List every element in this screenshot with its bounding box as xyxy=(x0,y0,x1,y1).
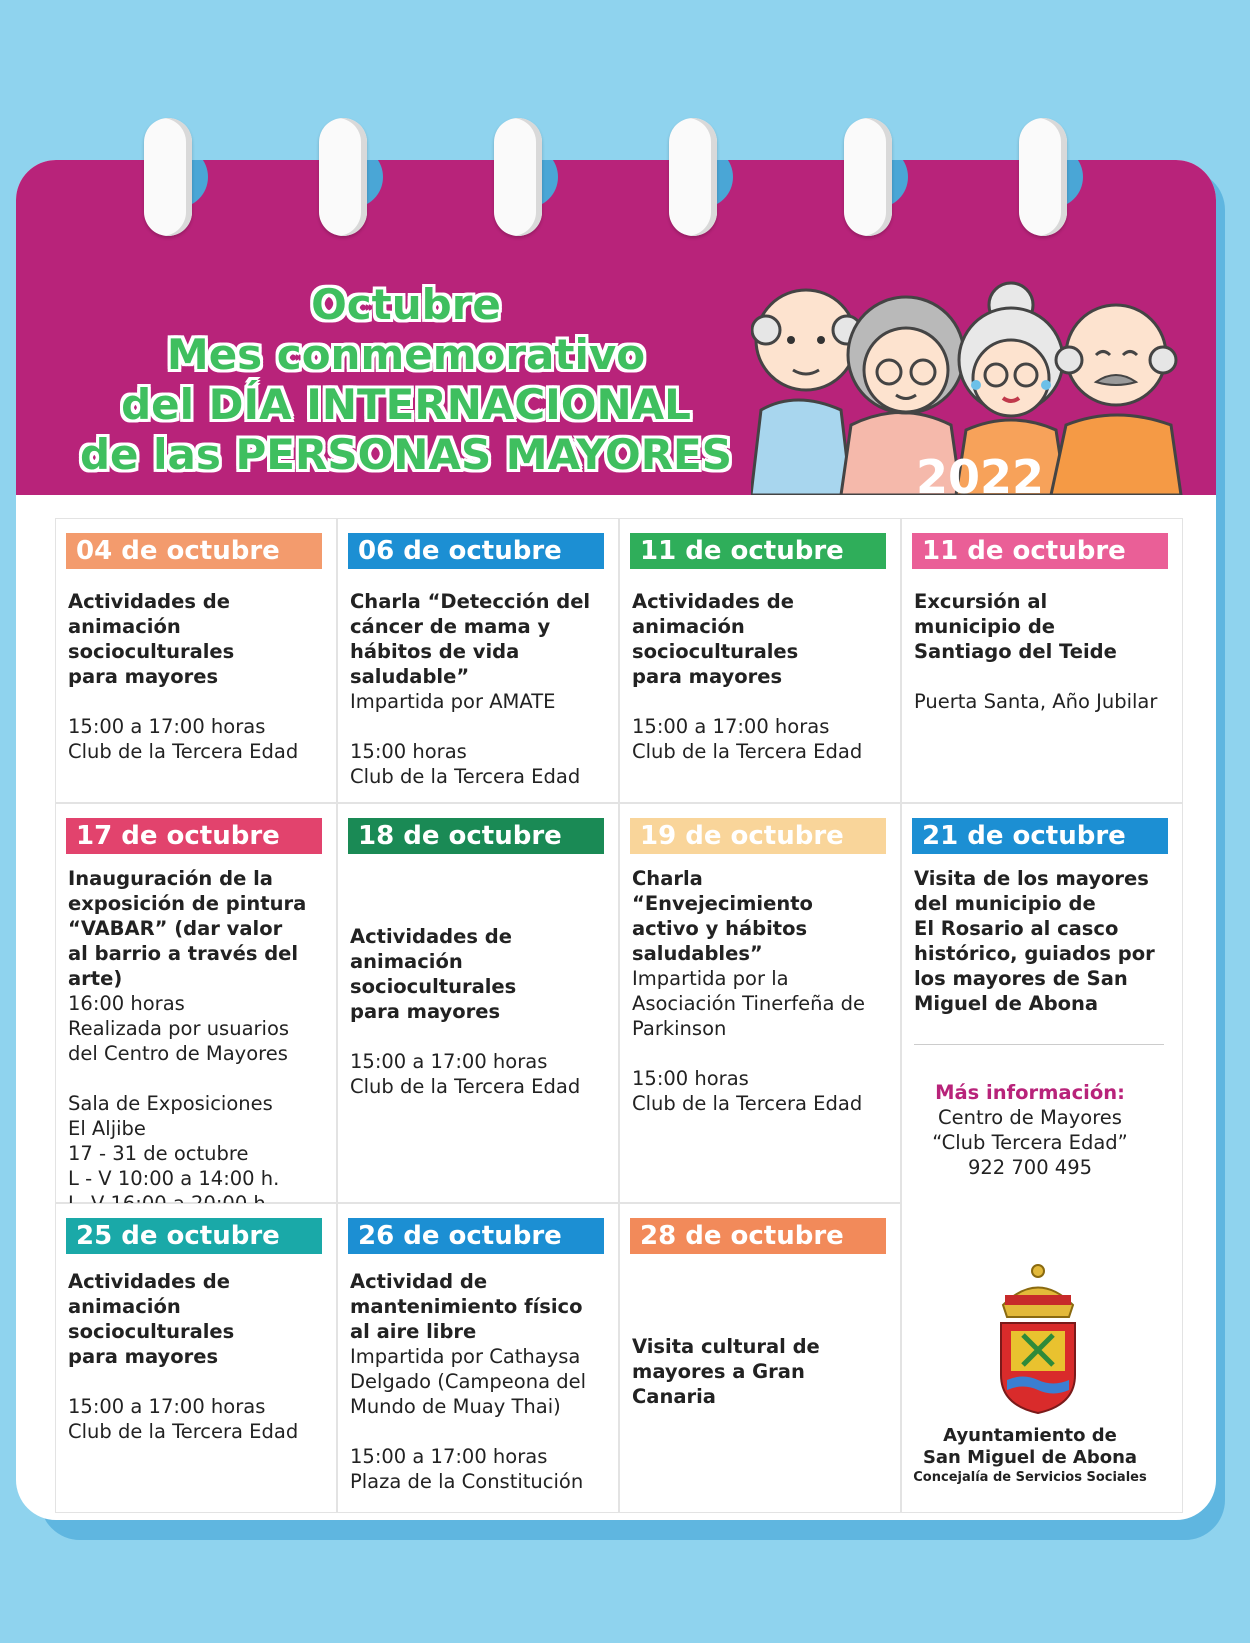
date-badge: 19 de octubre xyxy=(630,818,886,854)
date-badge: 25 de octubre xyxy=(66,1218,322,1254)
event-title: Actividades de animación socioculturales para mayores xyxy=(632,590,799,688)
event-card xyxy=(619,1203,901,1513)
event-title: Excursión al municipio de Santiago del Teide xyxy=(914,590,1117,663)
event-card xyxy=(619,803,901,1203)
year-label: 2022 xyxy=(916,450,1045,504)
more-info xyxy=(865,1080,1195,1180)
event-details: Impartida por Cathaysa Delgado (Campeona del Mundo de Muay Thai) xyxy=(350,1345,587,1418)
binder-ring xyxy=(319,118,367,236)
event-title: Actividades de animación socioculturales para mayores xyxy=(68,1270,235,1368)
date-badge: 06 de octubre xyxy=(348,533,604,569)
event-card xyxy=(337,803,619,1203)
event-time-place: 15:00 a 17:00 horas Club de la Tercera Edad xyxy=(350,1050,581,1098)
date-badge: 26 de octubre xyxy=(348,1218,604,1254)
event-card xyxy=(55,1203,337,1513)
event-card xyxy=(619,518,901,803)
binder-ring xyxy=(844,118,892,236)
date-badge: 04 de octubre xyxy=(66,533,322,569)
event-details: Impartida por la Asociación Tinerfeña de Parkinson xyxy=(632,967,865,1040)
divider xyxy=(914,1044,1164,1045)
department-name: Concejalía de Servicios Sociales xyxy=(913,1470,1147,1485)
event-title: Visita cultural de mayores a Gran Canaria xyxy=(632,1335,820,1408)
event-time-place: 15:00 a 17:00 horas Plaza de la Constitución xyxy=(350,1445,584,1493)
event-card xyxy=(55,518,337,803)
event-title: Charla “Detección del cáncer de mama y hábitos de vida saludable” xyxy=(350,590,591,688)
event-time-place: 15:00 a 17:00 horas Club de la Tercera Edad xyxy=(632,715,863,763)
event-title: Inauguración de la exposición de pintura “VABAR” (dar valor al barrio a través del arte) xyxy=(68,867,307,990)
binder-ring xyxy=(1019,118,1067,236)
more-info-contact: Centro de Mayores “Club Tercera Edad” 922 700 495 xyxy=(932,1106,1128,1179)
date-badge: 11 de octubre xyxy=(630,533,886,569)
event-title: Charla “Envejecimiento activo y hábitos saludables” xyxy=(632,867,813,965)
coat-of-arms-icon xyxy=(993,1255,1083,1415)
title-line: del DÍA INTERNACIONAL xyxy=(121,380,691,429)
municipality-block xyxy=(895,1425,1165,1487)
page-title xyxy=(46,280,766,480)
title-line: Octubre xyxy=(311,280,501,329)
event-card xyxy=(901,518,1183,803)
date-badge: 21 de octubre xyxy=(912,818,1168,854)
binder-ring xyxy=(144,118,192,236)
title-line: Mes conmemorativo xyxy=(166,330,646,379)
date-badge: 18 de octubre xyxy=(348,818,604,854)
event-time-place: 15:00 a 17:00 horas Club de la Tercera Edad xyxy=(68,1395,299,1443)
event-time-place: 15:00 horas Club de la Tercera Edad xyxy=(632,1067,863,1115)
event-time-place: 15:00 a 17:00 horas Club de la Tercera Edad xyxy=(68,715,299,763)
title-line: de las PERSONAS MAYORES xyxy=(79,430,732,479)
event-title: Visita de los mayores del municipio de El Rosario al casco histórico, guiados por los mayores de San Miguel de Abona xyxy=(914,867,1155,1015)
event-title: Actividades de animación socioculturales para mayores xyxy=(350,925,517,1023)
event-card xyxy=(55,803,337,1203)
event-title: Actividades de animación socioculturales para mayores xyxy=(68,590,235,688)
date-badge: 28 de octubre xyxy=(630,1218,886,1254)
municipality-name: Ayuntamiento de xyxy=(943,1425,1117,1446)
event-time-place: Sala de Exposiciones El Aljibe 17 - 31 de octubre L - V 10:00 a 14:00 h. xyxy=(68,1092,280,1190)
binder-ring xyxy=(494,118,542,236)
event-details: 16:00 horas Realizada por usuarios del Centro de Mayores xyxy=(68,992,290,1065)
municipality-name: San Miguel de Abona xyxy=(922,1447,1138,1468)
event-details: Impartida por AMATE xyxy=(350,690,556,713)
event-card xyxy=(337,518,619,803)
binder-ring xyxy=(669,118,717,236)
date-badge: 11 de octubre xyxy=(912,533,1168,569)
event-title: Actividad de mantenimiento físico al aire libre xyxy=(350,1270,583,1343)
date-badge: 17 de octubre xyxy=(66,818,322,854)
event-card xyxy=(337,1203,619,1513)
event-time-place: 15:00 horas Club de la Tercera Edad xyxy=(350,740,581,788)
more-info-title: Más información: xyxy=(935,1081,1125,1104)
event-time-place: Puerta Santa, Año Jubilar xyxy=(914,690,1158,713)
